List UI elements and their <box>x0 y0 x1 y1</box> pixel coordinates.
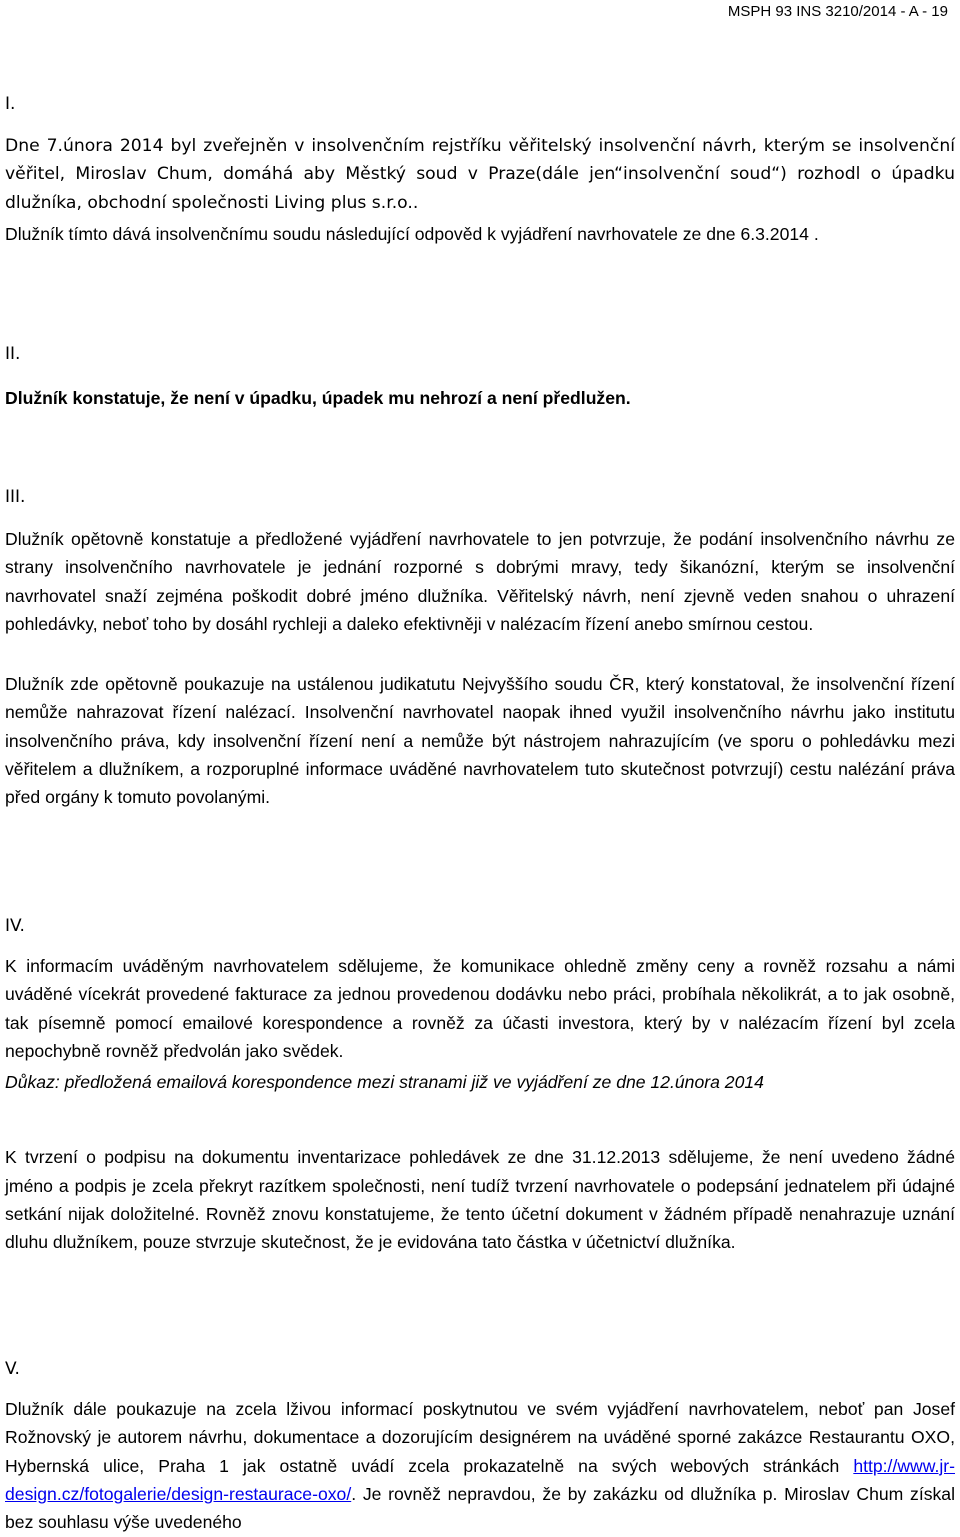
section-5 <box>5 1355 955 1383</box>
section-heading-4: IV. <box>5 916 25 936</box>
section-1-paragraph-2: Dlužník tímto dává insolvenčnímu soudu následující odpověd k vyjádření navrhovatele ze dne 6.3.2014 . <box>5 223 819 244</box>
section-3-paragraph-2: Dlužník zde opětovně poukazuje na ustálenou judikatutu Nejvyššího soudu ČR, který konstatoval, že insolvenční řízení nemůže nahrazovat řízení nalézací. Insolvenční navrhovatel naopak ihned využil insolvenčního návrhu jako institutu insolvenčního práva, kdy insolvenční řízení není a nemůže být nástrojem nahrazujícím (ve sporu o pohledávku mezi věřitelem a dlužníkem, a rozporuplné informace uváděné navrhovatelem tuto skutečnost potvrzují) cestu nalézání práva před orgány k tomuto povolanými. <box>5 674 955 808</box>
section-1-paragraph-1: Dne 7.února 2014 byl zveřejněn v insolvenčním rejstříku věřitelský insolvenční návrh, kterým se insolvenční věřitel, Miroslav Chum, domáhá aby Městký soud v Praze(dále jen“insolvenční soud“) rozhodl o úpadku dlužníka, obchodní společnosti Living plus s.r.o.. <box>5 136 955 213</box>
section-2-paragraph-1: Dlužník konstatuje, že není v úpadku, úpadek mu nehrozí a není předlužen. <box>5 388 631 408</box>
section-3-body <box>5 525 955 812</box>
section-heading-5: V. <box>5 1359 20 1379</box>
section-5-body <box>5 1395 955 1536</box>
section-1-body <box>5 132 955 248</box>
section-heading-2: II. <box>5 344 21 364</box>
section-2 <box>5 340 955 412</box>
section-5-text-after-link: . Je rovněž nepravdou, že by zakázku od dlužníka p. Miroslav Chum získal bez souhlasu výše uvedeného <box>5 1483 955 1533</box>
document-reference-header: MSPH 93 INS 3210/2014 - A - 19 <box>727 3 948 20</box>
section-3 <box>5 483 955 511</box>
section-4-body <box>5 952 955 1257</box>
section-4 <box>5 912 955 940</box>
section-heading-3: III. <box>5 487 26 507</box>
design-website-link[interactable]: http://www.jr-design.cz/fotogalerie/design-restaurace-oxo/ <box>5 1455 955 1504</box>
section-3-paragraph-1: Dlužník opětovně konstatuje a předložené vyjádření navrhovatele to jen potvrzuje, že podání insolvenčního návrhu ze strany insolvenčního navrhovatele je jednání rozporné s dobrými mravy, tedy šikanózní, kterým se insolvenční navrhovatel snaží zejména poškodit dobré jméno dlužníka. Věřitelský návrh, není zjevně veden snahou o uhrazení pohledávky, neboť toho by dosáhl rychleji a daleko efektivněji v nalézacím řízení anebo smírnou cestou. <box>5 529 955 634</box>
section-5-text-before-link: Dlužník dále poukazuje na zcela lživou informací poskytnutou ve svém vyjádření navrhovatelem, neboť pan Josef Rožnovský je autorem návrhu, dokumentace a dozorujícím designérem na uváděné sporné zakázce Restaurantu OXO, Hybernská ulice, Praha 1 jak ostatně uvádí zcela prokazatelně na svých webových stránkách <box>5 1399 955 1476</box>
section-5-paragraph-1 <box>5 1395 955 1536</box>
section-4-evidence: Důkaz: předložená emailová korespondence mezi stranami již ve vyjádření ze dne 12.února 2014 <box>5 1072 764 1093</box>
section-4-paragraph-1: K informacím uváděným navrhovatelem sdělujeme, že komunikace ohledně změny ceny a rovněž rozsahu a námi uváděné vícekrát provedené fakturace za jednou provedenou dodávku nebo práci, probíhala několikrát, a to jak osobně, tak písemně pomocí emailové korespondence a rovněž za účasti investora, který by v nalézacím řízení byl zcela nepochybně rovněž předvolán jako svědek. <box>5 956 955 1061</box>
section-1 <box>5 90 955 118</box>
section-heading-1: I. <box>5 94 16 114</box>
section-4-paragraph-2: K tvrzení o podpisu na dokumentu inventarizace pohledávek ze dne 31.12.2013 sdělujeme, že není uvedeno žádné jméno a podpis je zcela překryt razítkem společnosti, není tudíž tvrzení navrhovatele o podepsání jednatelem při údajné setkání nijak doložitelné. Rovněž znovu konstatujeme, že tento účetní dokument v žádném případě nenahrazuje uznání dluhu dlužníkem, pouze stvrzuje skutečnost, že je evidována tato částka v účetnictví dlužníka. <box>5 1147 955 1253</box>
